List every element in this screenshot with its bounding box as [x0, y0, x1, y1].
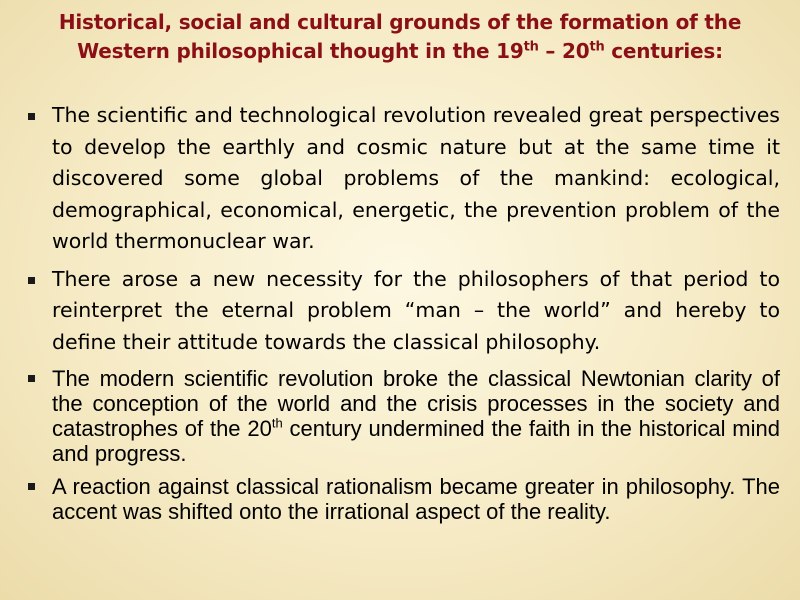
square-bullet-icon: [28, 375, 35, 382]
bullet-text: The scientific and technological revolution revealed great perspectives to develop the earthly and cosmic nature but at the same time it discovered some global problems of the mankind: ecological, demographical, economical, energetic, the prevention problem of the world thermonuclear war.: [52, 103, 780, 253]
slide-title: [0, 8, 800, 66]
bullet-superscript-th: th: [271, 415, 283, 431]
bullet-list: [24, 100, 780, 524]
bullet-item: [24, 474, 780, 524]
square-bullet-icon: [28, 483, 35, 490]
bullet-text: The modern scientific revolution broke the classical Newtonian clarity of the conception of the world and the crisis processes in the society and catastrophes of the 20: [52, 366, 780, 441]
title-line-1: Historical, social and cultural grounds of the formation of the: [58, 10, 742, 34]
bullet-text: There arose a new necessity for the philosophers of that period to reinterpret the eternal problem “man – the world” and hereby to define their attitude towards the classical philosophy.: [52, 266, 780, 354]
square-bullet-icon: [28, 113, 35, 120]
bullet-text-end: century undermined the faith in the historical mind and progress.: [52, 416, 780, 466]
title-line-2-middle: – 20: [538, 39, 590, 63]
title-superscript-th-1: th: [523, 39, 539, 55]
bullet-item: [24, 100, 780, 258]
title-line-2-start: Western philosophical thought in the 19: [77, 39, 524, 63]
title-line-2-end: centuries:: [604, 39, 723, 63]
bullet-item: [24, 264, 780, 359]
square-bullet-icon: [28, 277, 35, 284]
bullet-text: A reaction against classical rationalism became greater in philosophy. The accent was shifted onto the irrational aspect of the reality.: [52, 474, 780, 524]
bullet-item: [24, 366, 780, 466]
title-superscript-th-2: th: [589, 39, 605, 55]
